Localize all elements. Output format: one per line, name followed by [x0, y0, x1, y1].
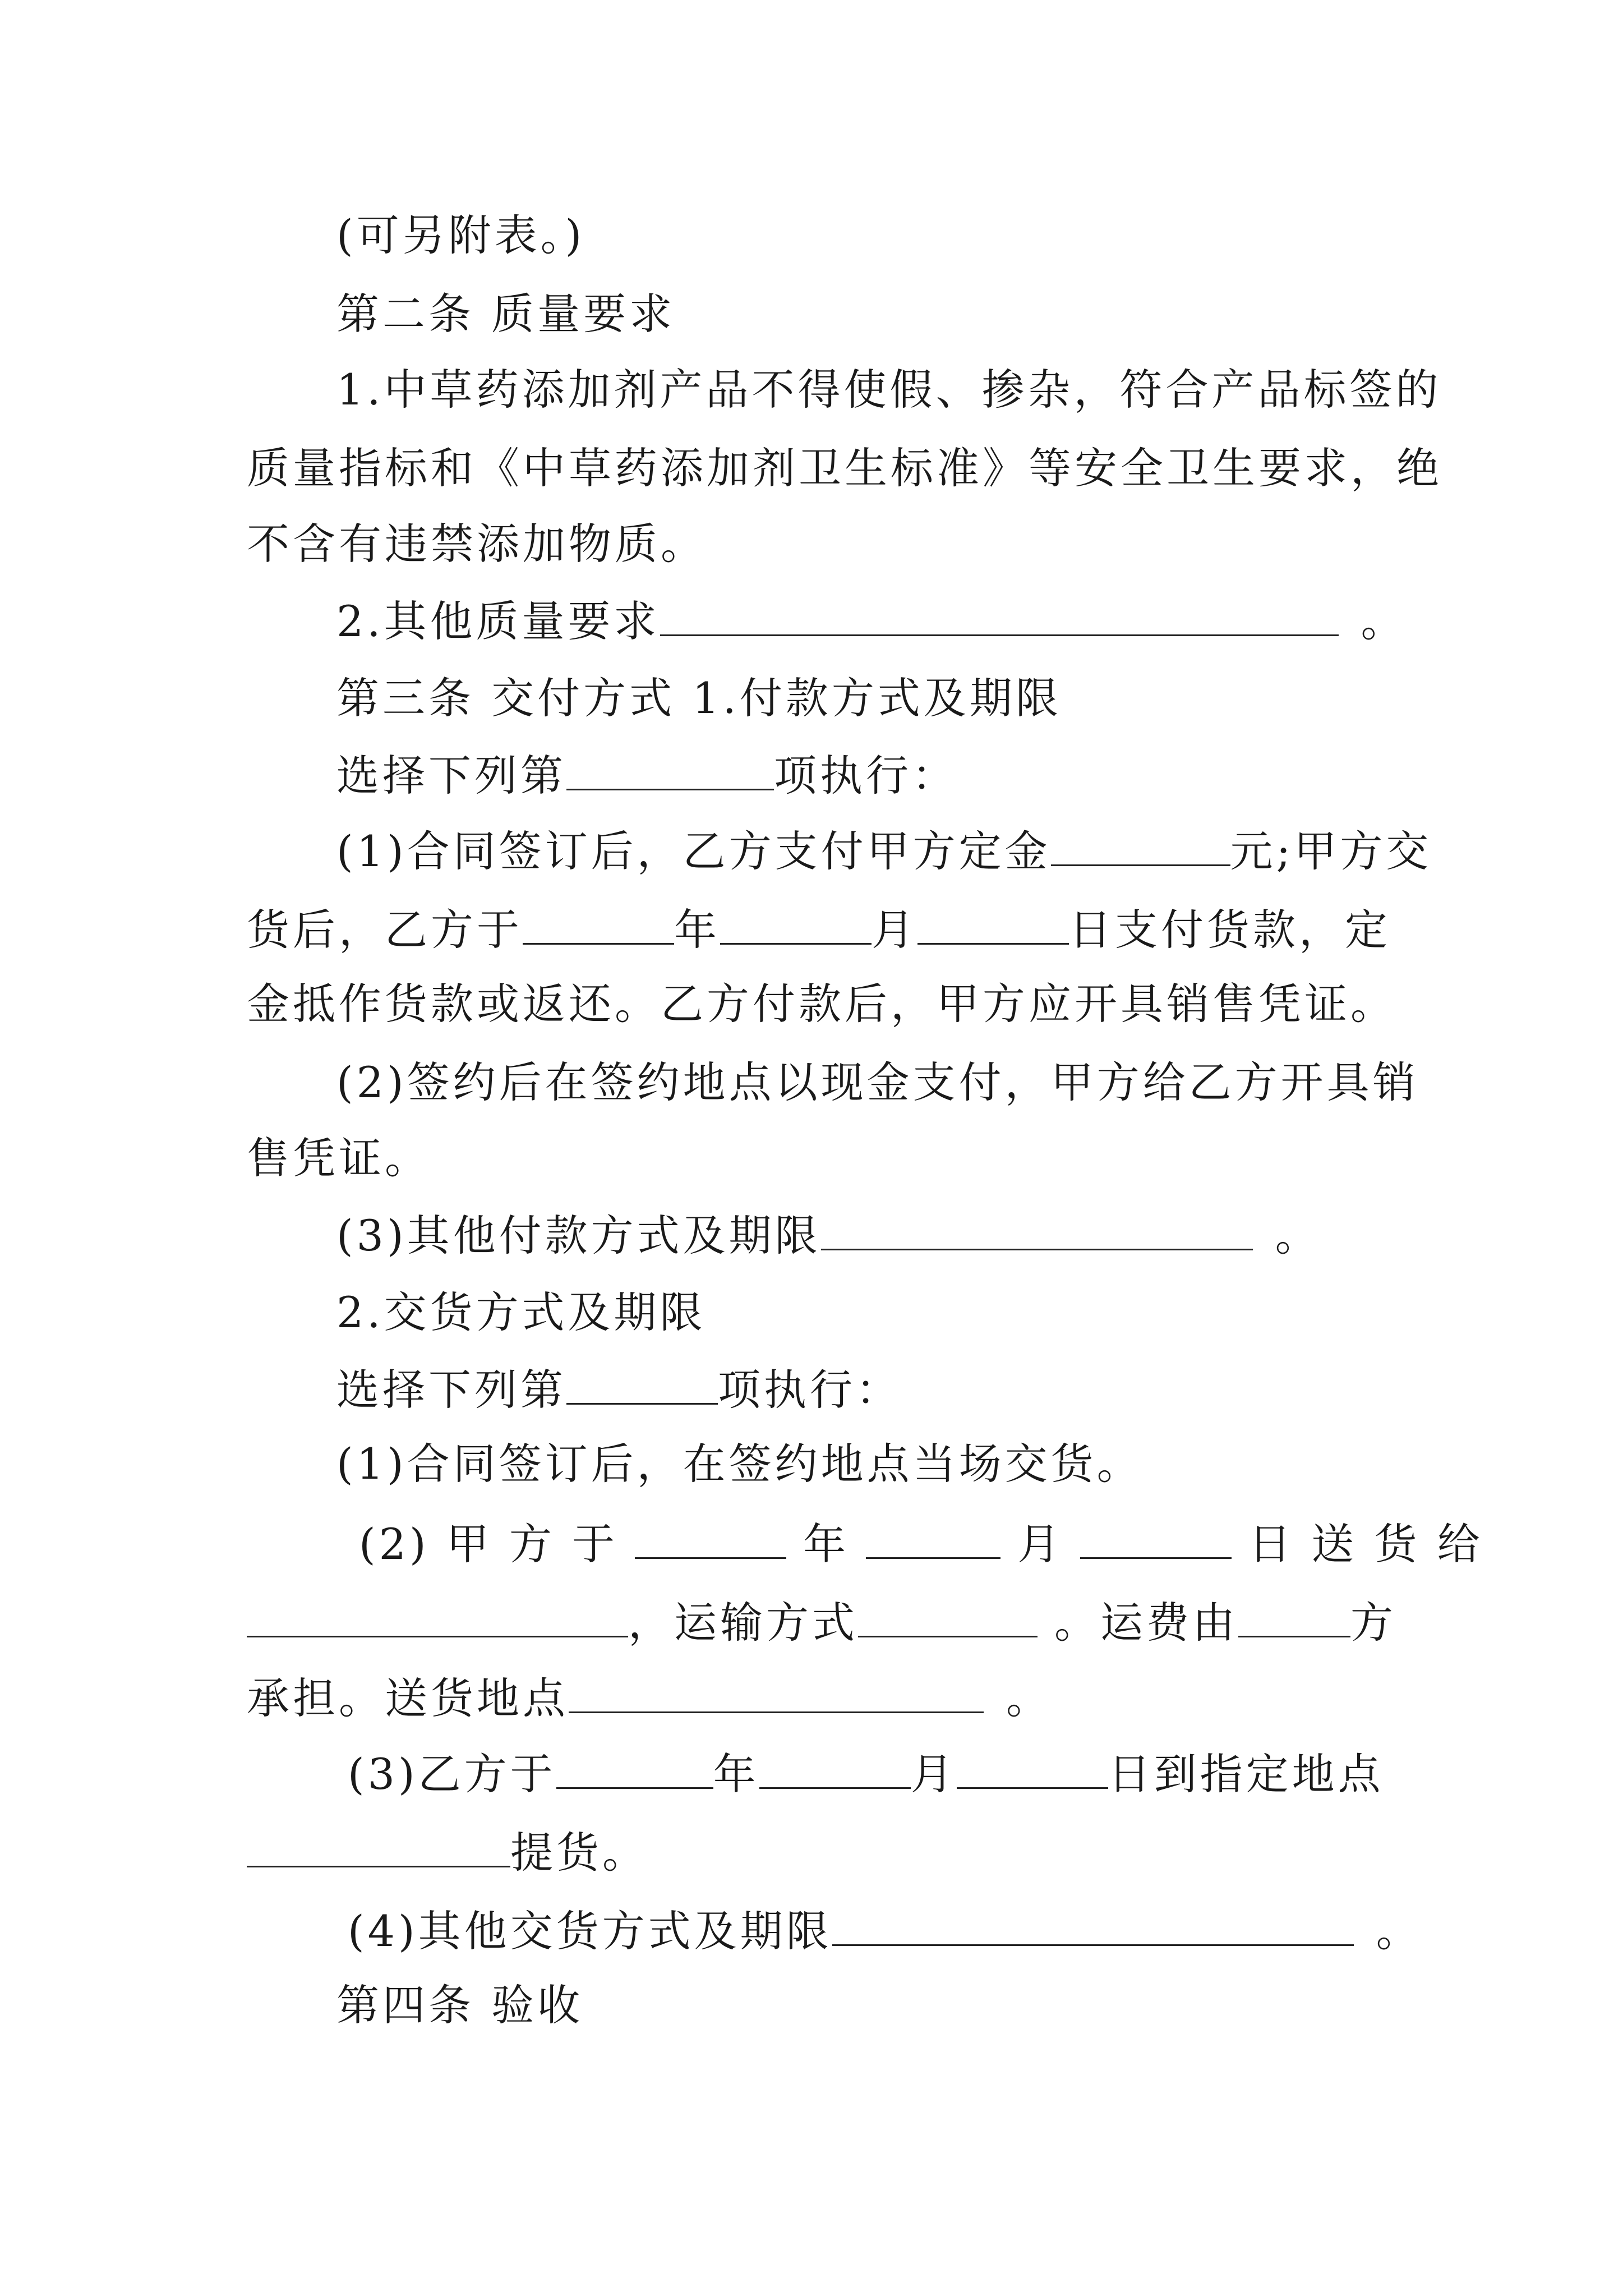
payment-day-blank[interactable]	[917, 900, 1069, 945]
quality-clause-1-line-2	[247, 440, 1442, 496]
text: 年	[674, 905, 720, 955]
payment-option-select	[336, 746, 1385, 802]
article-2-heading	[336, 286, 1385, 342]
text: (3)其他付款方式及期限	[336, 1211, 821, 1260]
text: 不含有违禁添加物质。	[247, 519, 707, 569]
text: 提货。	[510, 1828, 648, 1878]
other-quality-blank[interactable]	[660, 592, 1339, 636]
payment-option-1-line-1	[336, 822, 1432, 878]
text: 日 送 货 给	[1248, 1519, 1483, 1569]
text: 2.交货方式及期限	[336, 1287, 706, 1337]
pickup-location-blank[interactable]	[247, 1823, 510, 1867]
other-delivery-blank[interactable]	[832, 1902, 1354, 1946]
text: 选择下列第	[336, 751, 566, 800]
text: (2)签约后在签约地点以现金支付，甲方给乙方开具销	[336, 1057, 1419, 1107]
ship-year-blank[interactable]	[635, 1515, 786, 1559]
text: 售凭证。	[247, 1133, 431, 1183]
consignee-blank[interactable]	[247, 1593, 628, 1637]
payment-month-blank[interactable]	[720, 900, 872, 945]
text: 货后，乙方于	[247, 905, 523, 955]
text: 。	[1376, 1906, 1422, 1956]
text: 金抵作货款或返还。乙方付款后，甲方应开具销售凭证。	[247, 979, 1396, 1029]
text: 选择下列第	[336, 1365, 566, 1415]
text: 日到指定地点	[1108, 1749, 1384, 1799]
text: (可另附表。)	[336, 210, 585, 260]
text: 月	[872, 905, 917, 955]
delivery-address-blank[interactable]	[569, 1669, 984, 1713]
text: 年	[713, 1749, 759, 1799]
text: 方	[1350, 1598, 1396, 1648]
text: 项执行：	[718, 1365, 902, 1415]
text: 。	[1361, 596, 1407, 646]
delivery-heading	[336, 1285, 1385, 1341]
delivery-option-1	[336, 1436, 1385, 1492]
delivery-option-4	[348, 1902, 1422, 1958]
text: 第四条 验收	[336, 1980, 584, 2030]
paragraph-attach-note	[336, 208, 1385, 264]
text: (3)乙方于	[348, 1749, 556, 1799]
text: (1)合同签订后，在签约地点当场交货。	[336, 1439, 1143, 1489]
text: 月	[910, 1749, 957, 1799]
quality-clause-1-line-1	[336, 362, 1442, 418]
text: 日支付货款，定	[1069, 905, 1391, 955]
text: 。	[1006, 1673, 1052, 1723]
quality-clause-2	[336, 592, 1407, 648]
delivery-option-2-line-3	[247, 1669, 1385, 1725]
other-payment-blank[interactable]	[821, 1206, 1253, 1250]
delivery-option-2-line-1	[359, 1515, 1483, 1571]
text: 2.其他质量要求	[336, 596, 660, 646]
payment-option-3	[336, 1206, 1385, 1262]
payment-option-2-line-1	[336, 1055, 1419, 1111]
payment-option-blank[interactable]	[566, 746, 774, 790]
text: (2) 甲 方 于	[359, 1519, 619, 1569]
delivery-option-blank[interactable]	[566, 1360, 718, 1405]
text: 。运费由	[1054, 1598, 1238, 1648]
text: 。	[1275, 1211, 1321, 1260]
text: 第二条 质量要求	[336, 289, 676, 339]
text: 质量指标和《中草药添加剂卫生标准》等安全卫生要求，绝	[247, 443, 1442, 493]
pickup-month-blank[interactable]	[759, 1745, 911, 1789]
ship-day-blank[interactable]	[1080, 1515, 1232, 1559]
payment-option-2-line-2	[247, 1130, 1385, 1186]
article-4-heading	[336, 1977, 1385, 2033]
text: (4)其他交货方式及期限	[348, 1906, 832, 1956]
text: 年	[803, 1519, 850, 1569]
payment-option-1-line-2	[247, 900, 1391, 956]
pickup-year-blank[interactable]	[556, 1745, 713, 1789]
delivery-option-3-line-2	[247, 1823, 1385, 1879]
text: 元;甲方交	[1230, 826, 1432, 876]
text: 1.中草药添加剂产品不得使假、掺杂，符合产品标签的	[336, 365, 1442, 415]
text: (1)合同签订后，乙方支付甲方定金	[336, 826, 1051, 876]
text: 项执行：	[774, 751, 958, 800]
quality-clause-1-line-3	[247, 516, 1385, 572]
payment-year-blank[interactable]	[523, 900, 674, 945]
freight-party-blank[interactable]	[1238, 1593, 1350, 1637]
transport-mode-blank[interactable]	[858, 1593, 1038, 1637]
text: 第三条 交付方式 1.付款方式及期限	[336, 673, 1062, 723]
delivery-option-select	[336, 1360, 1385, 1416]
delivery-option-2-line-2	[247, 1593, 1396, 1649]
delivery-option-3-line-1	[348, 1745, 1385, 1801]
deposit-amount-blank[interactable]	[1051, 822, 1230, 866]
text: 承担。送货地点	[247, 1673, 569, 1723]
ship-month-blank[interactable]	[866, 1515, 1000, 1559]
text: ，运输方式	[628, 1598, 858, 1648]
text: 月	[1017, 1519, 1064, 1569]
article-3-heading	[336, 670, 1385, 726]
pickup-day-blank[interactable]	[957, 1745, 1108, 1789]
payment-option-1-line-3	[247, 976, 1396, 1032]
